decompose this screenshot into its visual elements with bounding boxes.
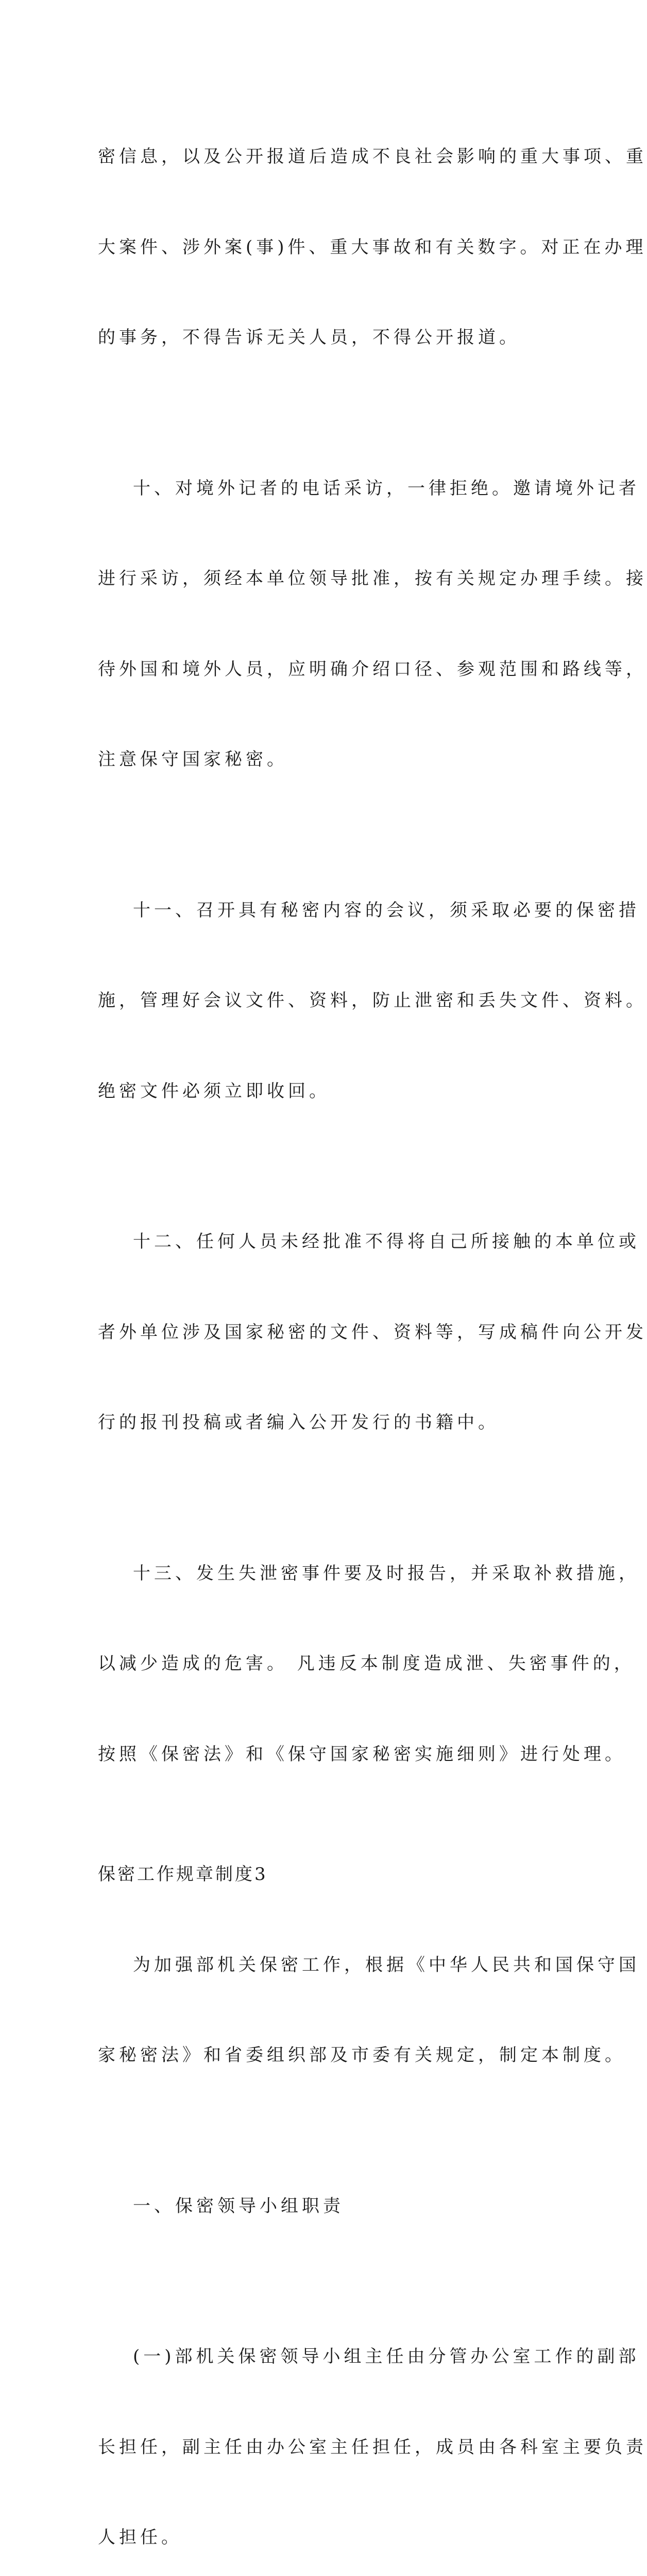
text-line: (一)部机关保密领导小组主任由分管办公室工作的副部 [133,2346,640,2367]
text-line: 绝密文件必须立即收回。 [98,1080,330,1101]
paragraph-item-1-1 [98,2281,647,2576]
text-line: 行的报刊投稿或者编入公开发行的书籍中。 [98,1412,499,1433]
text-line: 十一、召开具有秘密内容的会议，须采取必要的保密措 [133,900,640,921]
text-line: 人担任。 [98,2527,182,2548]
text-line: 十三、发生失泄密事件要及时报告，并采取补救措施， [133,1563,640,1584]
text-line: 十二、任何人员未经批准不得将自己所接触的本单位或 [133,1231,640,1252]
text-line: 以减少造成的危害。 凡违反本制度造成泄、失密事件的， [98,1653,635,1674]
text-line: 一、保密领导小组职责 [133,2195,344,2216]
text-line: 长担任，副主任由办公室主任担任，成员由各科室主要负责 [98,2436,647,2458]
text-line: 密信息，以及公开报道后造成不良社会影响的重大事项、重 [98,146,647,167]
text-line: 进行采访，须经本单位领导批准，按有关规定办理手续。接 [98,568,647,589]
paragraph-item-11 [98,835,647,1167]
text-line: 按照《保密法》和《保守国家秘密实施细则》进行处理。 [98,1743,626,1765]
text-line: 者外单位涉及国家秘密的文件、资料等，写成稿件向公开发 [98,1321,647,1343]
text-line: 十、对境外记者的电话采访，一律拒绝。邀请境外记者 [133,478,640,499]
paragraph-continued [98,81,647,413]
paragraph-item-10 [98,413,647,835]
text-line: 注意保守国家秘密。 [98,749,288,770]
paragraph-intro [98,1890,640,2131]
document-body [98,81,647,2576]
text-line: 施，管理好会议文件、资料，防止泄密和丢失文件、资料。 [98,990,647,1011]
text-line: 家秘密法》和省委组织部及市委有关规定，制定本制度。 [98,2045,626,2065]
paragraph-item-12 [98,1166,647,1498]
text-line: 的事务，不得告诉无关人员，不得公开报道。 [98,327,520,348]
section-title: 保密工作规章制度3 [98,1864,268,1885]
paragraph-item-13 [98,1498,640,1830]
text-line: 大案件、涉外案(事)件、重大事故和有关数字。对正在办理 [98,236,647,258]
text-line: 为加强部机关保密工作，根据《中华人民共和国保守国 [133,1954,640,1975]
paragraph-subheading [98,2131,551,2282]
text-line: 待外国和境外人员，应明确介绍口径、参观范围和路线等， [98,658,647,680]
